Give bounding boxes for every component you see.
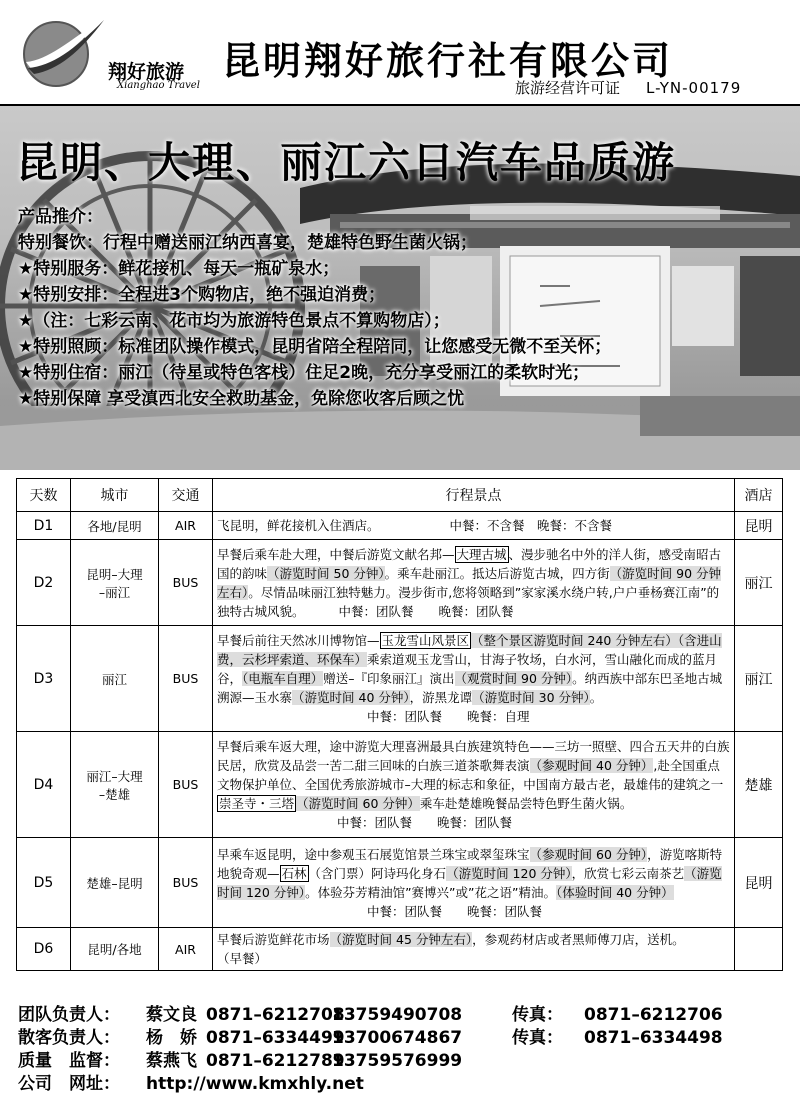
duration-note: （整个景区游览时间 240 分钟左右）: [471, 633, 678, 648]
contact-row: [18, 1004, 723, 1027]
duration-note: （含进山费，云杉坪索道、环保车）: [217, 633, 722, 667]
transport-cell: AIR: [159, 512, 213, 540]
website-link[interactable]: http://www.kmxhly.net: [146, 1074, 364, 1094]
meals-text: 中餐：团队餐 晚餐：团队餐: [338, 603, 514, 619]
hotel-cell: 丽江: [735, 626, 783, 732]
contact-phone: 0871–6212708: [206, 1005, 345, 1025]
feature-item: ★特别服务：鲜花接机、每天一瓶矿泉水；: [18, 259, 340, 279]
col-header-hotel: 酒店: [735, 479, 783, 512]
duration-note: （游览时间 45 分钟左右）: [329, 932, 473, 947]
col-header-city: 城市: [71, 479, 159, 512]
duration-note: （游览时间 120 分钟）: [217, 865, 722, 900]
contact-label: 质量 监督：: [18, 1051, 120, 1071]
contact-mobile: 13700674867: [332, 1028, 463, 1048]
page-title: 昆明、大理、丽江六日汽车品质游: [16, 138, 677, 187]
duration-note: （参观时间 40 分钟）: [529, 758, 654, 773]
fax-label: 传真：: [512, 1005, 563, 1025]
table-row: [17, 928, 783, 971]
fax-label: 传真：: [512, 1028, 563, 1048]
duration-note: （参观时间 60 分钟）: [529, 846, 648, 862]
day-cell: D5: [17, 838, 71, 928]
attraction-highlight: 玉龙雪山风景区: [381, 633, 470, 648]
table-row: [17, 512, 783, 540]
itinerary-table: [16, 478, 783, 971]
meals-text: 中餐：团队餐 晚餐：团队餐: [337, 815, 513, 830]
duration-note: （游览时间 50 分钟）: [267, 565, 385, 581]
duration-note: （游览时间 40 分钟）: [292, 690, 410, 705]
duration-note: （游览时间 90 分钟左右）: [217, 565, 721, 600]
table-row: [17, 540, 783, 626]
itinerary-text: 阿诗玛化身石: [371, 865, 447, 881]
itinerary-text: 早餐后乘车赴大理，中餐后游览文献名邦—: [217, 546, 455, 562]
itinerary-text: ，游黑龙谭: [409, 690, 473, 705]
hotel-cell: [735, 928, 783, 971]
city-cell: 各地/昆明: [71, 512, 159, 540]
itinerary-text: 赠送–『印象丽江』演出: [323, 671, 455, 686]
city-line: –丽江: [98, 584, 131, 600]
contact-label: 公司 网址：: [18, 1074, 120, 1094]
itinerary-cell: [213, 838, 735, 928]
itinerary-cell: [213, 540, 735, 626]
duration-note: （体验时间 40 分钟）: [555, 884, 674, 900]
logo-subtitle: Xianghao Travel: [117, 80, 200, 91]
itinerary-cell: [213, 512, 735, 540]
contact-mobile: 13759490708: [332, 1005, 463, 1025]
contact-row: [18, 1050, 723, 1073]
duration-note: （游览时间 60 分钟）: [296, 796, 420, 811]
col-header-itinerary: 行程景点: [213, 479, 735, 512]
contact-label: 散客负责人：: [18, 1028, 120, 1048]
itinerary-text: 。尽情品味丽江独特魅力。漫步街市,您将领略到”家家溪水绕户转,户户垂杨赛江南”的独特古城风貌。: [217, 584, 720, 619]
features-list: [18, 204, 611, 412]
itinerary-text: （早餐）: [217, 951, 268, 966]
city-cell: 昆明/各地: [71, 928, 159, 971]
itinerary-text: ，游览喀斯特地貌奇观—: [217, 846, 723, 881]
transport-cell: BUS: [159, 540, 213, 626]
day-cell: D6: [17, 928, 71, 971]
itinerary-cell: [213, 626, 735, 732]
day-cell: D3: [17, 626, 71, 732]
license-line: [515, 77, 741, 98]
itinerary-text: 。纳西族中部东巴圣地古城溯源—玉水寨: [217, 671, 723, 705]
contact-label: 团队负责人：: [18, 1005, 120, 1025]
itinerary-text: ，参观药材店或者黑师傅刀店，送机。: [472, 932, 685, 947]
table-row: [17, 732, 783, 838]
attraction-highlight: 崇圣寺・三塔: [219, 796, 295, 811]
itinerary-text: 乘索道观玉龙雪山，甘海子牧场，白水河，雪山融化而成的蓝月谷，: [217, 652, 718, 686]
feature-item: ★特别保障 享受滇西北安全救助基金，免除您收客后顾之忧: [18, 389, 465, 409]
day-cell: D1: [17, 512, 71, 540]
itinerary-cell: [213, 928, 735, 971]
header: [0, 0, 800, 106]
feature-item: 特别餐饮：行程中赠送丽江纳西喜宴，楚雄特色野生菌火锅；: [18, 233, 477, 253]
feature-item: ★（注：七彩云南、花市均为旅游特色景点不算购物店）；: [18, 311, 450, 331]
contact-phone: 0871–6334499: [206, 1028, 345, 1048]
feature-item: ★特别安排：全程进3个购物店，绝不强迫消费；: [18, 285, 386, 305]
itinerary-text: 、漫步驰名中外的洋人街，感受南昭古国的韵味: [217, 546, 722, 581]
city-line: –楚雄: [98, 786, 131, 802]
duration-note: （游览时间 120 分钟）: [446, 865, 572, 881]
itinerary-text: ，欣赏七彩云南茶艺: [571, 865, 685, 881]
itinerary-text: 。: [589, 690, 603, 705]
col-header-day: 天数: [17, 479, 71, 512]
attraction-highlight: 大理古城: [456, 546, 507, 562]
hotel-cell: 楚雄: [735, 732, 783, 838]
meals-text: 中餐：团队餐 晚餐：自理: [367, 709, 530, 724]
transport-cell: BUS: [159, 838, 213, 928]
contact-name: 蔡燕飞: [146, 1051, 197, 1071]
itinerary-text: 早餐后前往天然冰川博物馆—: [217, 633, 380, 648]
contact-row: [18, 1073, 723, 1096]
feature-item: ★特别照顾：标准团队操作模式，昆明省陪全程陪同，让您感受无微不至关怀；: [18, 337, 612, 357]
duration-note: （游览时间 30 分钟）: [472, 690, 590, 705]
license-label: 旅游经营许可证: [515, 79, 621, 97]
itinerary-cell: [213, 732, 735, 838]
duration-note: （观赏时间 90 分钟）: [454, 671, 573, 686]
contact-phone: 0871–6212789: [206, 1051, 345, 1071]
transport-cell: BUS: [159, 626, 213, 732]
city-cell: [71, 732, 159, 838]
table-row: [17, 626, 783, 732]
duration-note: （电瓶车自理）: [242, 671, 324, 686]
meals-text: 中餐：不含餐 晚餐：不含餐: [449, 518, 613, 533]
itinerary-text: 早乘车返昆明，途中参观玉石展览馆景兰珠宝或翠玺珠宝: [217, 846, 530, 862]
banner: [0, 106, 800, 470]
fax-number: 0871–6212706: [584, 1005, 723, 1025]
hotel-cell: 昆明: [735, 512, 783, 540]
city-cell: 丽江: [71, 626, 159, 732]
itinerary-text: 早餐后游览鲜花市场: [217, 932, 330, 947]
meals-text: 中餐：团队餐 晚餐：团队餐: [367, 903, 543, 919]
table-header-row: [17, 479, 783, 512]
contact-mobile: 13759576999: [332, 1051, 463, 1071]
city-cell: [71, 540, 159, 626]
feature-item: ★特别住宿：丽江（待星或特色客栈）住足2晚，充分享受丽江的柔软时光；: [18, 363, 590, 383]
fax-number: 0871–6334498: [584, 1028, 723, 1048]
table-row: [17, 838, 783, 928]
itinerary-text: 早餐后乘车返大理，途中游览大理喜洲最具白族建筑特色——三坊一照壁、四合五天井的白族民居，欣赏及品尝一苦二甜三回味的白族三道茶歌舞表演: [217, 739, 730, 773]
day-cell: D2: [17, 540, 71, 626]
contact-name: 杨 娇: [146, 1028, 197, 1048]
itinerary-text: 。体验芬芳精油馆”赛博兴”或”花之语”精油。: [305, 884, 556, 900]
contact-name: 蔡文良: [146, 1005, 197, 1025]
transport-cell: AIR: [159, 928, 213, 971]
company-name: 昆明翔好旅行社有限公司: [222, 38, 674, 83]
contact-row: [18, 1027, 723, 1050]
city-line: 昆明–大理: [86, 566, 143, 582]
itinerary-text: 。乘车赴丽江。抵达后游览古城，四方街: [384, 565, 610, 581]
hotel-cell: 丽江: [735, 540, 783, 626]
feature-item: 产品推介：: [18, 207, 103, 227]
attraction-highlight: 石林: [281, 865, 307, 881]
contact-footer: [18, 1004, 723, 1096]
hotel-cell: 昆明: [735, 838, 783, 928]
logo-text: 翔好旅游: [108, 61, 185, 83]
day-cell: D4: [17, 732, 71, 838]
license-code: L-YN-00179: [646, 79, 742, 97]
logo-icon: [18, 12, 110, 88]
transport-cell: BUS: [159, 732, 213, 838]
col-header-transport: 交通: [159, 479, 213, 512]
city-cell: 楚雄–昆明: [71, 838, 159, 928]
itinerary-text: ,赴全国重点文物保护单位、全国优秀旅游城市–大理的标志和象征，中国南方最古老，最雄伟的建筑之一: [217, 758, 724, 792]
itinerary-text: 飞昆明，鲜花接机入住酒店。: [217, 518, 380, 533]
city-line: 丽江–大理: [86, 768, 143, 784]
itinerary-text: 乘车赴楚雄晚餐品尝特色野生菌火锅。: [419, 796, 633, 811]
itinerary-text: （含门票）: [308, 865, 372, 881]
